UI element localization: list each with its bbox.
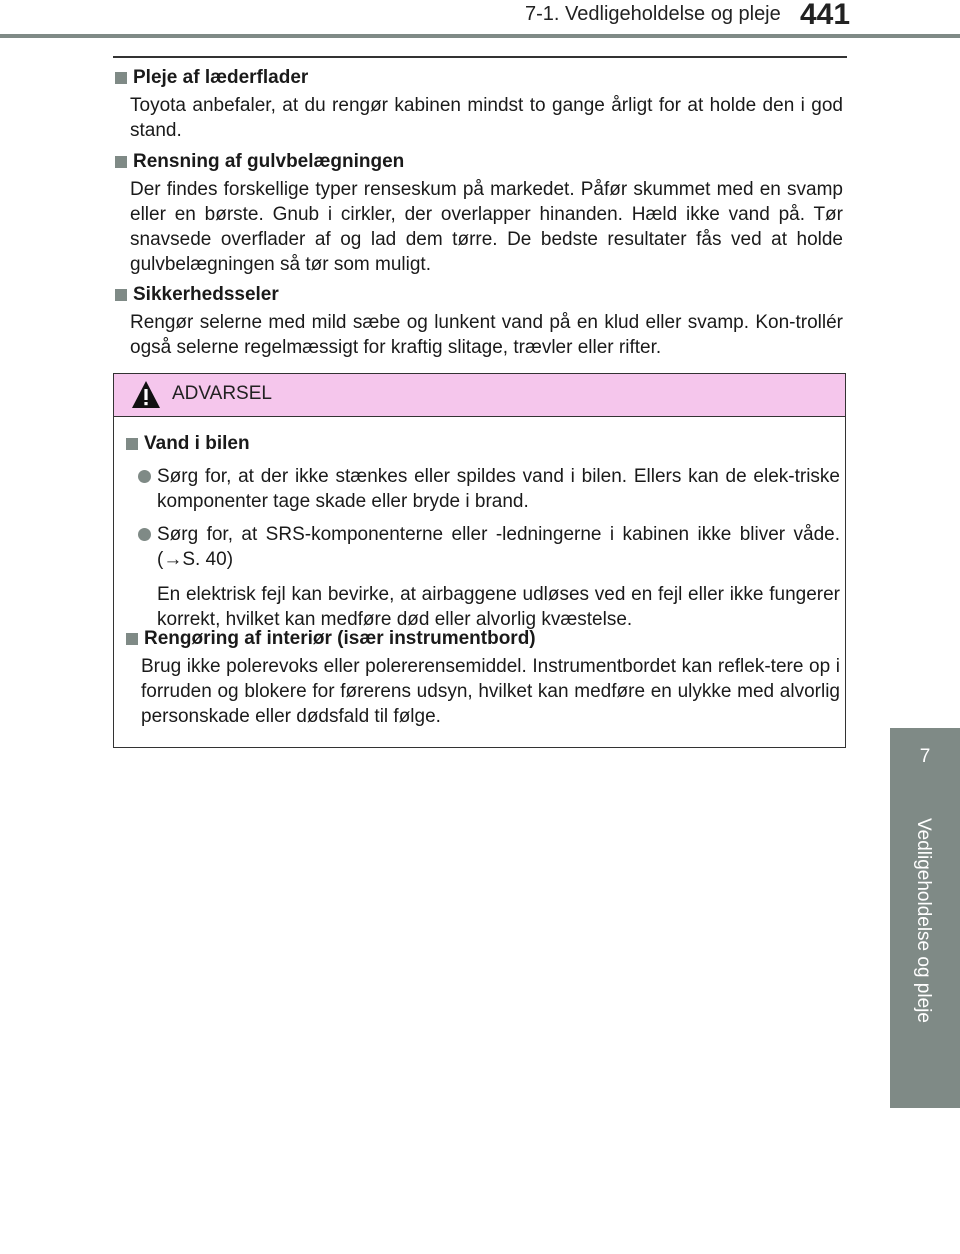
section-seat-belts xyxy=(113,283,843,360)
warning-section-heading: Rengøring af interiør (især instrumentbord) xyxy=(144,628,536,649)
warning-section-water xyxy=(124,432,840,632)
warning-header xyxy=(114,374,845,417)
warning-paragraph: Brug ikke polerevoks eller polererensemiddel. Instrumentbordet kan reflek-tere op i forruden og blokere for førerens udsyn, hvilket kan medføre en ulykke med alvorlig personskade eller dødsfald til følge. xyxy=(141,656,840,727)
warning-section-interior xyxy=(124,627,840,729)
chapter-label: Vedligeholdelse og pleje xyxy=(913,818,934,1023)
section-heading: Pleje af læderflader xyxy=(133,67,309,88)
warning-bullet xyxy=(134,522,840,572)
warning-bullet-text: Sørg for, at der ikke stænkes eller spildes vand i bilen. Ellers kan de elek-triske komponenter tage skade eller bryde i brand. xyxy=(157,466,840,512)
section-paragraph: Der findes forskellige typer renseskum på markedet. Påfør skummet med en svamp eller en børste. Gnub i cirkler, der overlapper hinanden. Hæld ikke vand på. Tør snavsede overflader af og lad dem tørre. De bedste resultater fås ved at holde gulvbelægningen så tør som muligt. xyxy=(130,179,843,275)
square-bullet-icon xyxy=(115,289,127,301)
section-title: 7-1. Vedligeholdelse og pleje xyxy=(525,3,781,25)
square-bullet-icon xyxy=(115,72,127,84)
warning-bullet-text: Sørg for, at SRS-komponenterne eller -ledningerne i kabinen ikke bliver våde. (→S. 40) xyxy=(157,524,840,570)
circle-bullet-icon xyxy=(138,470,151,483)
section-leather-care xyxy=(113,66,843,143)
warning-bullet xyxy=(134,464,840,514)
header-rule xyxy=(0,34,960,38)
chapter-side-tab xyxy=(890,728,960,1108)
warning-section-heading: Vand i bilen xyxy=(144,433,250,454)
square-bullet-icon xyxy=(126,633,138,645)
page-number: 441 xyxy=(800,0,851,31)
chapter-number: 7 xyxy=(919,746,931,767)
warning-paragraph: En elektrisk fejl kan bevirke, at airbaggene udløses ved en fejl eller ikke fungerer korrekt, hvilket kan medføre død eller alvorlig kvæstelse. xyxy=(157,584,840,630)
square-bullet-icon xyxy=(126,438,138,450)
content-divider xyxy=(113,56,847,58)
square-bullet-icon xyxy=(115,156,127,168)
section-floor-mats xyxy=(113,150,843,277)
circle-bullet-icon xyxy=(138,528,151,541)
section-paragraph: Toyota anbefaler, at du rengør kabinen mindst to gange årligt for at holde den i god stand. xyxy=(130,95,843,141)
section-heading: Rensning af gulvbelægningen xyxy=(133,151,405,172)
section-paragraph: Rengør selerne med mild sæbe og lunkent vand på en klud eller svamp. Kon-trollér også selerne regelmæssigt for kraftig slitage, trævler eller rifter. xyxy=(130,312,843,358)
section-heading: Sikkerhedsseler xyxy=(133,284,279,305)
warning-title: ADVARSEL xyxy=(172,383,272,404)
warning-box xyxy=(113,373,846,748)
warning-triangle-icon xyxy=(131,380,161,410)
